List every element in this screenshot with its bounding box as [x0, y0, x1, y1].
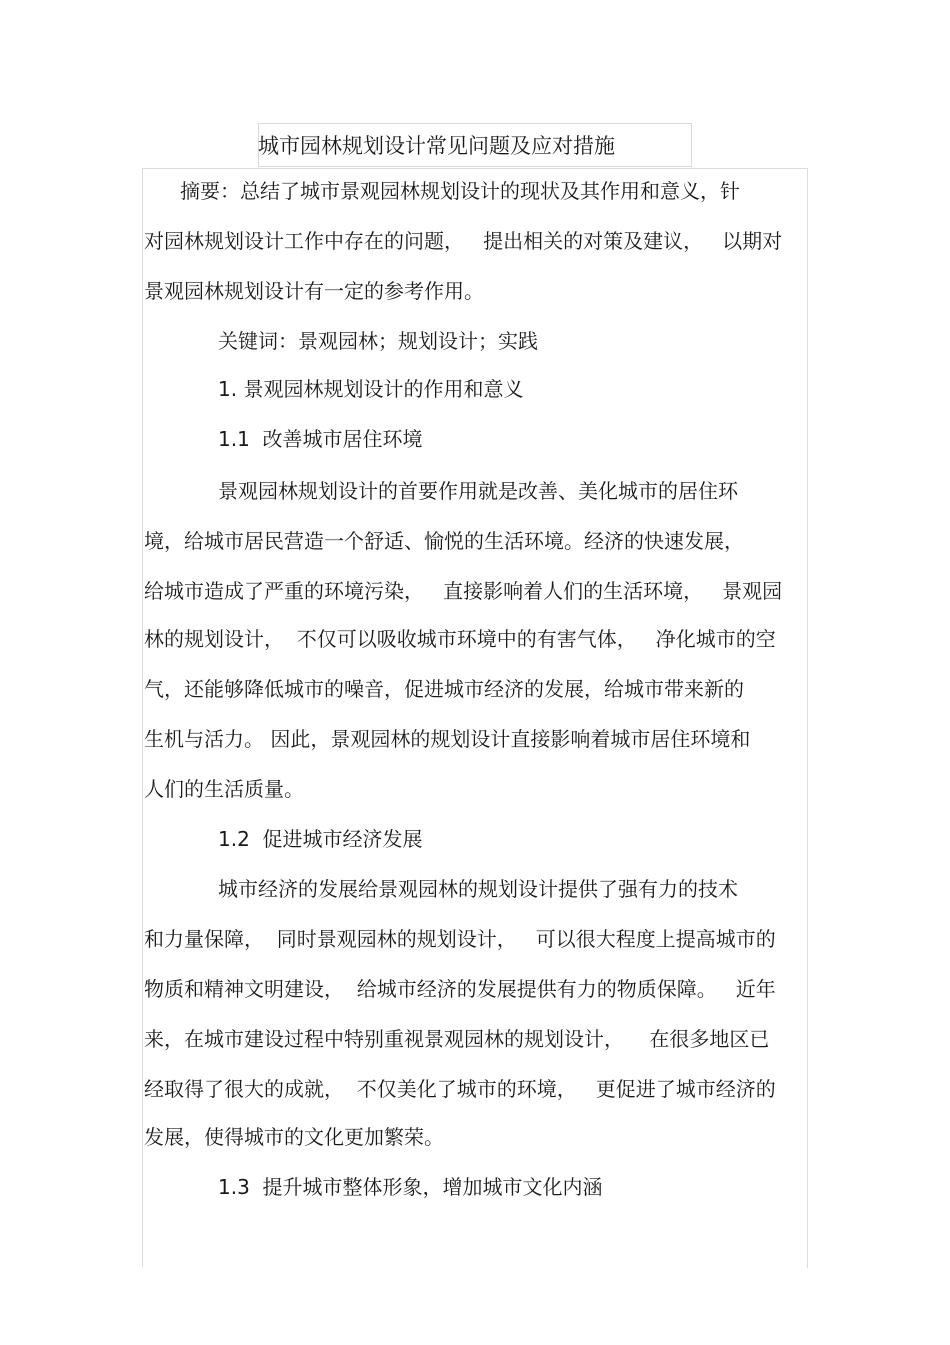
- section-1-2-heading: 1.2 促进城市经济发展: [218, 827, 423, 851]
- keywords-line: 关键词：景观园林；规划设计；实践: [218, 329, 538, 353]
- paragraph-2-line-3: 物质和精神文明建设， 给城市经济的发展提供有力的物质保障。 近年: [144, 977, 776, 1001]
- paragraph-1-line-1: 景观园林规划设计的首要作用就是改善、美化城市的居住环: [218, 479, 738, 503]
- section-1-3-heading: 1.3 提升城市整体形象，增加城市文化内涵: [218, 1175, 603, 1199]
- abstract-line-2: 对园林规划设计工作中存在的问题， 提出相关的对策及建议， 以期对: [144, 229, 783, 253]
- document-title: 城市园林规划设计常见问题及应对措施: [258, 134, 615, 158]
- paragraph-1-line-5: 气，还能够降低城市的噪音，促进城市经济的发展，给城市带来新的: [144, 677, 744, 701]
- abstract-line-3: 景观园林规划设计有一定的参考作用。: [144, 279, 484, 303]
- paragraph-2-line-1: 城市经济的发展给景观园林的规划设计提供了强有力的技术: [218, 877, 738, 901]
- paragraph-1-line-2: 境，给城市居民营造一个舒适、愉悦的生活环境。经济的快速发展，: [144, 529, 744, 553]
- paragraph-2-line-4: 来，在城市建设过程中特别重视景观园林的规划设计， 在很多地区已: [144, 1027, 770, 1051]
- paragraph-1-line-4: 林的规划设计， 不仅可以吸收城市环境中的有害气体， 净化城市的空: [144, 627, 776, 651]
- paragraph-1-line-6: 生机与活力。 因此，景观园林的规划设计直接影响着城市居住环境和: [144, 727, 751, 751]
- paragraph-2-line-5: 经取得了很大的成就， 不仅美化了城市的环境， 更促进了城市经济的: [144, 1077, 776, 1101]
- section-1-heading: 1. 景观园林规划设计的作用和意义: [218, 377, 524, 401]
- abstract-line-1: 摘要：总结了城市景观园林规划设计的现状及其作用和意义，针: [180, 179, 740, 203]
- paragraph-2-line-2: 和力量保障， 同时景观园林的规划设计， 可以很大程度上提高城市的: [144, 927, 776, 951]
- section-1-1-heading: 1.1 改善城市居住环境: [218, 427, 423, 451]
- paragraph-1-line-3: 给城市造成了严重的环境污染， 直接影响着人们的生活环境， 景观园: [144, 579, 783, 603]
- paragraph-2-line-6: 发展，使得城市的文化更加繁荣。: [144, 1125, 444, 1149]
- paragraph-1-line-7: 人们的生活质量。: [144, 777, 304, 801]
